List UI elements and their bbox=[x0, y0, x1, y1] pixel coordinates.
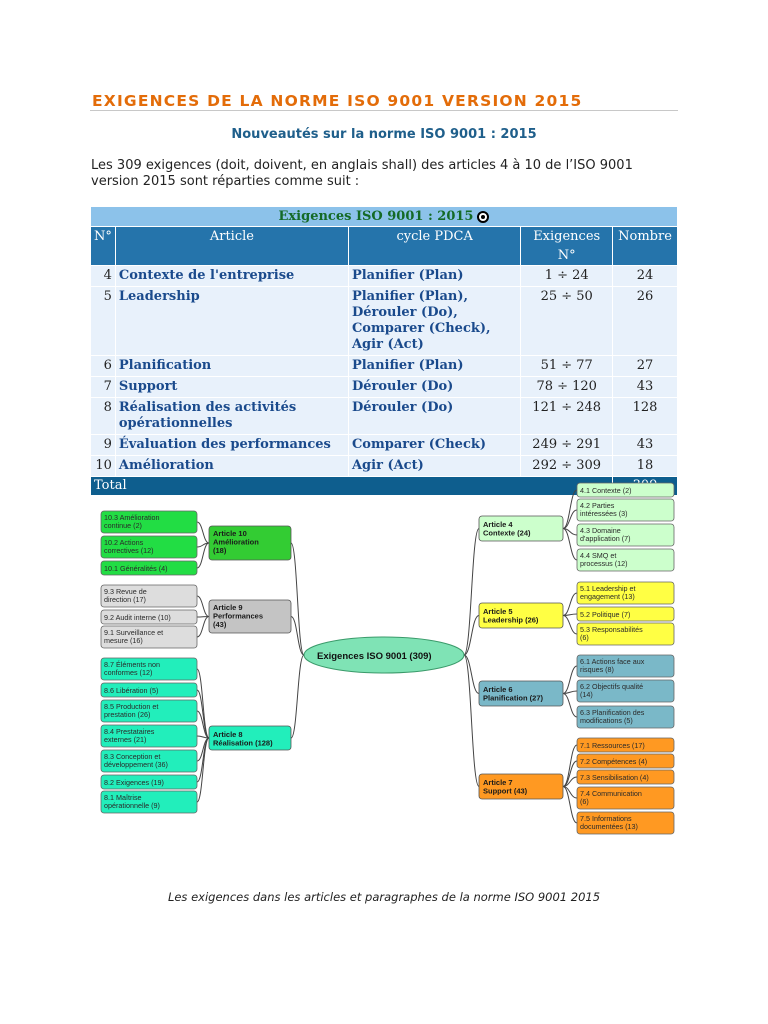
article-node-label: Article 9 bbox=[213, 603, 243, 612]
paragraph-node-label: 8.2 Exigences (19) bbox=[104, 778, 164, 787]
article-node-label: Réalisation (128) bbox=[213, 738, 273, 748]
paragraph-node-label: (6) bbox=[580, 633, 589, 643]
row-article: Leadership bbox=[115, 287, 348, 356]
row-range: 249 ÷ 291 bbox=[521, 435, 613, 456]
connector-line bbox=[563, 593, 577, 616]
paragraph-node-label: 5.3 Responsabilités bbox=[580, 625, 643, 634]
paragraph-node-label: 7.5 Informations bbox=[580, 814, 632, 823]
row-count: 18 bbox=[613, 456, 678, 477]
article-node-label: Performances bbox=[213, 611, 264, 621]
row-article: Évaluation des performances bbox=[115, 435, 348, 456]
connector-line bbox=[197, 690, 209, 738]
paragraph-node-label: 5.1 Leadership et bbox=[580, 584, 636, 593]
table-header-row bbox=[91, 227, 678, 266]
article-node-label: Article 10 bbox=[213, 529, 247, 538]
paragraph-node-label: intéressées (3) bbox=[580, 509, 628, 519]
row-pdca: Dérouler (Do) bbox=[348, 398, 520, 435]
table-caption bbox=[91, 207, 678, 227]
connector-line bbox=[563, 510, 577, 529]
article-node-label: (43) bbox=[213, 620, 227, 629]
connector-line bbox=[563, 694, 577, 718]
paragraph-node-label: 8.5 Production et bbox=[104, 702, 159, 711]
row-article: Planification bbox=[115, 356, 348, 377]
paragraph-node-label: (6) bbox=[580, 797, 589, 807]
row-range: 25 ÷ 50 bbox=[521, 287, 613, 356]
paragraph-node-label: 6.2 Objectifs qualité bbox=[580, 682, 644, 691]
table-row bbox=[91, 266, 678, 287]
page-title: EXIGENCES DE LA NORME ISO 9001 VERSION 2015 bbox=[92, 92, 583, 110]
table-row bbox=[91, 456, 678, 477]
paragraph-node-label: 8.1 Maîtrise bbox=[104, 793, 142, 802]
paragraph-node-label: (14) bbox=[580, 690, 593, 700]
row-pdca: Agir (Act) bbox=[348, 456, 520, 477]
paragraph-node-label: 4.4 SMQ et bbox=[580, 551, 617, 560]
article-node-label: Amélioration bbox=[213, 537, 259, 547]
title-divider bbox=[90, 110, 678, 111]
connector-line bbox=[563, 490, 577, 529]
col-header-requirements: Exigences N° bbox=[521, 227, 613, 266]
article-node-label: Support (43) bbox=[483, 786, 528, 796]
paragraph-node-label: développement (36) bbox=[104, 760, 168, 770]
paragraph-node-label: 4.2 Parties bbox=[580, 501, 615, 510]
row-number: 10 bbox=[91, 456, 116, 477]
connector-line bbox=[563, 666, 577, 694]
paragraph-node-label: 7.4 Communication bbox=[580, 789, 642, 798]
total-label: Total bbox=[91, 477, 613, 496]
paragraph-node-label: externes (21) bbox=[104, 735, 147, 745]
row-number: 5 bbox=[91, 287, 116, 356]
table-row bbox=[91, 377, 678, 398]
paragraph-node-label: 5.2 Politique (7) bbox=[580, 610, 631, 619]
paragraph-node-label: processus (12) bbox=[580, 559, 628, 569]
connector-line bbox=[197, 596, 209, 617]
paragraph-node-label: 9.2 Audit interne (10) bbox=[104, 613, 171, 622]
col-header-number: N° bbox=[91, 227, 116, 266]
row-count: 128 bbox=[613, 398, 678, 435]
table-row bbox=[91, 287, 678, 356]
paragraph-node-label: modifications (5) bbox=[580, 716, 633, 726]
paragraph-node-label: mesure (16) bbox=[104, 636, 143, 646]
table-row bbox=[91, 398, 678, 435]
col-header-count: Nombre bbox=[613, 227, 678, 266]
connector-line bbox=[197, 522, 209, 543]
row-number: 7 bbox=[91, 377, 116, 398]
connector-line bbox=[197, 617, 209, 638]
paragraph-node-label: opérationnelle (9) bbox=[104, 801, 160, 811]
row-pdca: Planifier (Plan) bbox=[348, 356, 520, 377]
row-number: 4 bbox=[91, 266, 116, 287]
row-article: Réalisation des activités opérationnelles bbox=[115, 398, 348, 435]
row-count: 43 bbox=[613, 435, 678, 456]
paragraph-node-label: 9.3 Revue de bbox=[104, 587, 147, 596]
paragraph-node-label: 7.2 Compétences (4) bbox=[580, 757, 648, 766]
table-row bbox=[91, 356, 678, 377]
paragraph-node-label: 8.7 Éléments non bbox=[104, 660, 160, 669]
row-article: Amélioration bbox=[115, 456, 348, 477]
col-header-article: Article bbox=[115, 227, 348, 266]
article-node-label: Planification (27) bbox=[483, 693, 544, 703]
paragraph-node-label: 8.3 Conception et bbox=[104, 752, 161, 761]
row-pdca: Dérouler (Do) bbox=[348, 377, 520, 398]
table-caption-row bbox=[91, 207, 678, 227]
paragraph-node-label: 10.2 Actions bbox=[104, 538, 144, 547]
camera-icon bbox=[477, 211, 489, 223]
col-header-pdca: cycle PDCA bbox=[348, 227, 520, 266]
row-count: 24 bbox=[613, 266, 678, 287]
paragraph-node-label: 8.4 Prestataires bbox=[104, 727, 155, 736]
paragraph-node-label: 6.3 Planification des bbox=[580, 708, 645, 717]
article-node-label: Leadership (26) bbox=[483, 615, 539, 625]
row-range: 78 ÷ 120 bbox=[521, 377, 613, 398]
row-count: 26 bbox=[613, 287, 678, 356]
paragraph-node-label: direction (17) bbox=[104, 595, 146, 605]
paragraph-node-label: engagement (13) bbox=[580, 592, 635, 602]
article-node-label: Article 7 bbox=[483, 778, 513, 787]
table-row bbox=[91, 435, 678, 456]
article-node-label: Article 4 bbox=[483, 520, 513, 529]
paragraph-node-label: d'application (7) bbox=[580, 534, 631, 544]
connector-line bbox=[563, 745, 577, 787]
row-pdca: Comparer (Check) bbox=[348, 435, 520, 456]
table-caption-text: Exigences ISO 9001 : 2015 bbox=[278, 209, 474, 224]
row-range: 1 ÷ 24 bbox=[521, 266, 613, 287]
row-count: 27 bbox=[613, 356, 678, 377]
requirements-mindmap bbox=[90, 478, 678, 844]
subtitle: Nouveautés sur la norme ISO 9001 : 2015 bbox=[231, 127, 537, 142]
paragraph-node-label: 9.1 Surveillance et bbox=[104, 628, 164, 637]
row-number: 9 bbox=[91, 435, 116, 456]
row-count: 43 bbox=[613, 377, 678, 398]
paragraph-node-label: 10.3 Amélioration bbox=[104, 513, 160, 522]
paragraph-node-label: correctives (12) bbox=[104, 546, 154, 556]
row-pdca: Planifier (Plan) bbox=[348, 266, 520, 287]
paragraph-node-label: conformes (12) bbox=[104, 668, 153, 678]
connector-line bbox=[563, 529, 577, 561]
paragraph-node-label: risques (8) bbox=[580, 665, 614, 675]
article-node-label: (18) bbox=[213, 546, 227, 555]
row-range: 121 ÷ 248 bbox=[521, 398, 613, 435]
row-number: 6 bbox=[91, 356, 116, 377]
center-node-label: Exigences ISO 9001 (309) bbox=[317, 651, 432, 662]
row-range: 292 ÷ 309 bbox=[521, 456, 613, 477]
connector-line bbox=[563, 616, 577, 635]
row-article: Contexte de l'entreprise bbox=[115, 266, 348, 287]
figure-caption: Les exigences dans les articles et paragraphes de la norme ISO 9001 2015 bbox=[167, 890, 601, 904]
article-node-label: Contexte (24) bbox=[483, 528, 531, 538]
paragraph-node-label: 8.6 Libération (5) bbox=[104, 686, 159, 695]
paragraph-node-label: 10.1 Généralités (4) bbox=[104, 564, 168, 573]
row-number: 8 bbox=[91, 398, 116, 435]
paragraph-node-label: continue (2) bbox=[104, 521, 142, 531]
row-pdca: Planifier (Plan), Dérouler (Do), Comparer (Check), Agir (Act) bbox=[348, 287, 520, 356]
paragraph-node-label: 7.1 Ressources (17) bbox=[580, 741, 645, 750]
row-range: 51 ÷ 77 bbox=[521, 356, 613, 377]
connector-line bbox=[291, 655, 304, 738]
paragraph-node-label: 4.1 Contexte (2) bbox=[580, 486, 632, 495]
paragraph-node-label: 6.1 Actions face aux bbox=[580, 657, 645, 666]
article-node-label: Article 5 bbox=[483, 607, 513, 616]
requirements-table bbox=[90, 206, 678, 496]
paragraph-node-label: 7.3 Sensibilisation (4) bbox=[580, 773, 649, 782]
paragraph-node-label: documentées (13) bbox=[580, 822, 638, 832]
connector-line bbox=[197, 669, 209, 738]
paragraph-node-label: 4.3 Domaine bbox=[580, 526, 621, 535]
row-article: Support bbox=[115, 377, 348, 398]
article-node-label: Article 8 bbox=[213, 730, 243, 739]
paragraph-node-label: prestation (26) bbox=[104, 710, 151, 720]
article-node-label: Article 6 bbox=[483, 685, 513, 694]
intro-paragraph: Les 309 exigences (doit, doivent, en anglais shall) des articles 4 à 10 de l’ISO 9001 version 2015 sont réparties comme suit : bbox=[91, 158, 633, 189]
